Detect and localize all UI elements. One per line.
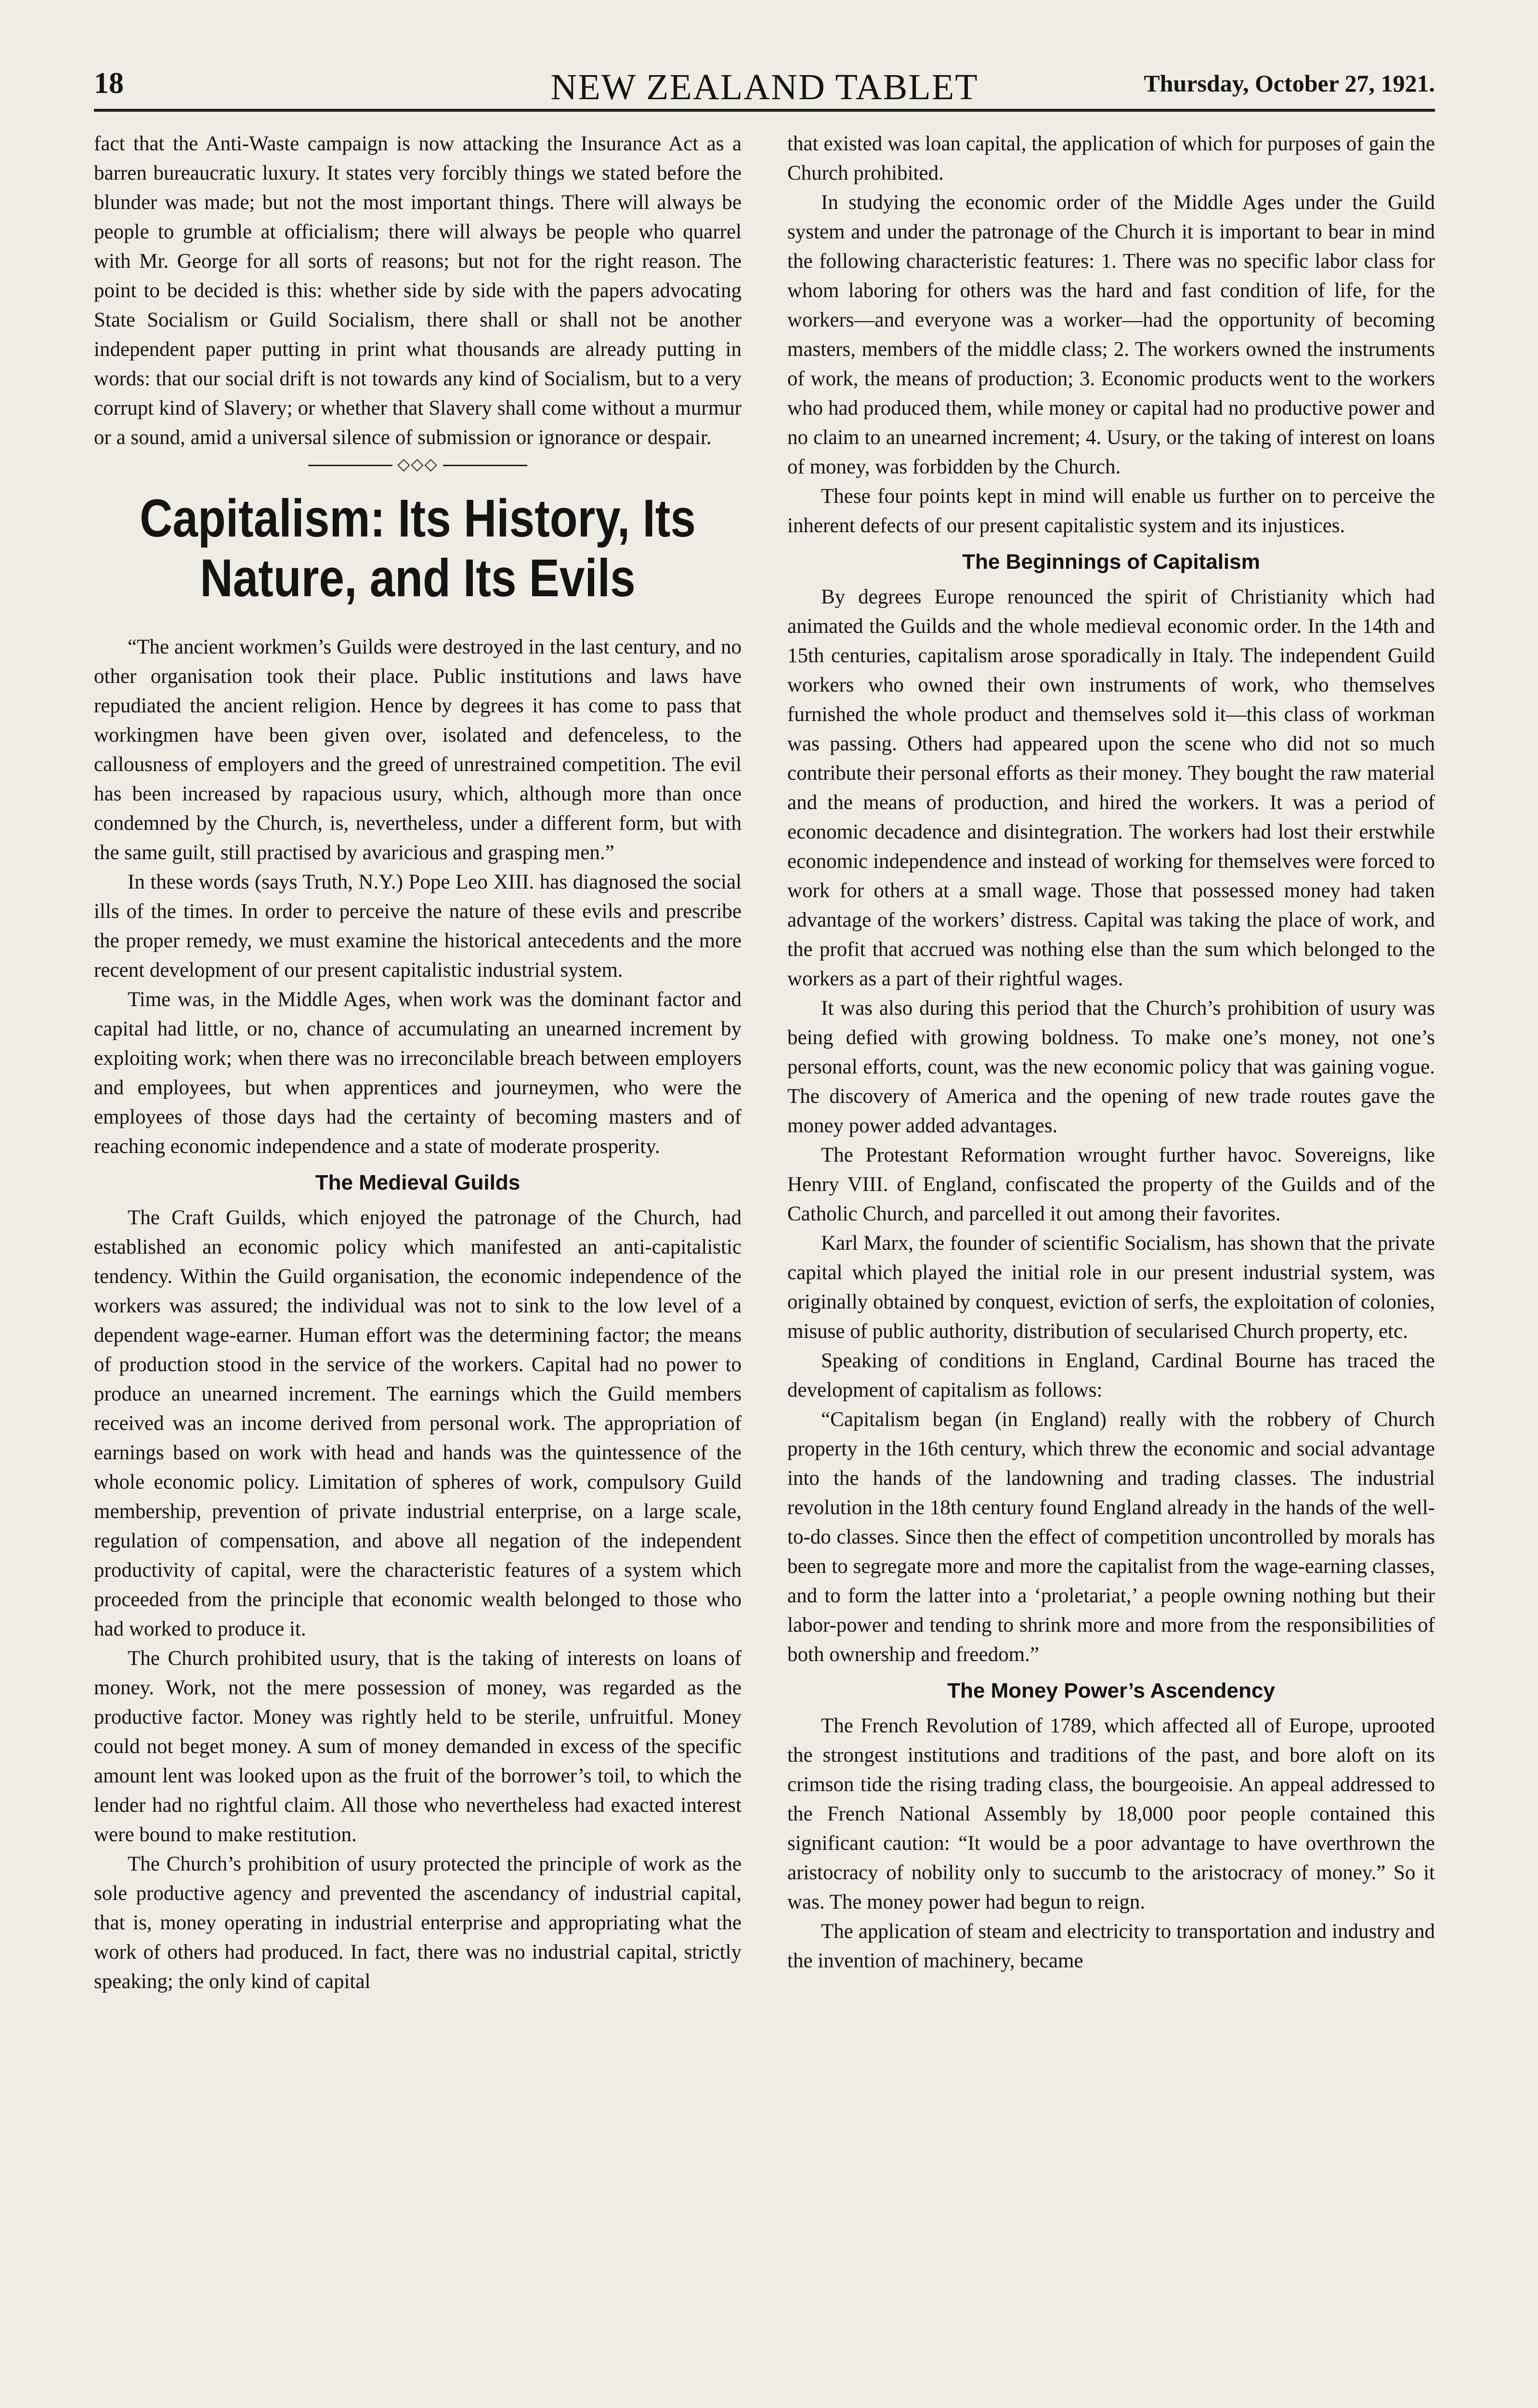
article-paragraph: The application of steam and electricity to transportation and industry and the invention of machinery, became [787, 1920, 1435, 1972]
article-paragraph: The Craft Guilds, which enjoyed the patronage of the Church, had established an economic policy which manifested an anti-capitalistic tendency. Within the Guild organisation, the economic independence of the workers was assured; the individual was not to sink to the low level of a dependent wage-earner. Human effort was the determining factor; the means of production stood in the service of the workers. Capital had no power to produce an unearned increment. The earnings which the Guild members received was an income derived from personal work. The appropriation of earnings based on work with head and hands was the quintessence of the whole economic policy. Limitation of spheres of work, compulsory Guild membership, prevention of private industrial enterprise, on a large scale, regulation of compensation, and above all negation of the independent productivity of capital, were the characteristic features of a system which proceeded from the principle that economic wealth belonged to those who had worked to produce it. [94, 1206, 742, 1640]
masthead-rule [94, 109, 1435, 112]
section-separator [94, 452, 742, 477]
intro-paragraph: fact that the Anti-Waste campaign is now attacking the Insurance Act as a barren bureaucratic luxury. It states very forcibly things we stated before the blunder was made; but not the most important things. There will always be people to grumble at officialism; there will always be people who quarrel with Mr. George for all sorts of reasons; but not for the right reason. The point to be decided is this: whether side by side with the papers advocating State Socialism or Guild Socialism, there shall or shall not be another independent paper putting in print what thousands are already putting in words: that our social drift is not towards any kind of Socialism, but to a very corrupt kind of Slavery; or whether that Slavery shall come without a murmur or a sound, amid a universal silence of submission or ignorance or despair. [94, 132, 742, 449]
subheading-money-power: The Money Power’s Ascendency [947, 1679, 1275, 1702]
article-paragraph: These four points kept in mind will enable us further on to perceive the inherent defects of our present capitalistic system and its injustices. [787, 485, 1435, 537]
headline-line: Nature, and Its Evils [200, 549, 636, 608]
article-paragraph: Speaking of conditions in England, Cardinal Bourne has traced the development of capitalism as follows: [787, 1349, 1435, 1401]
masthead [94, 66, 1435, 110]
article-paragraph: that existed was loan capital, the application of which for purposes of gain the Church prohibited. [787, 132, 1435, 184]
article-paragraph: The French Revolution of 1789, which affected all of Europe, uprooted the strongest institutions and traditions of the past, and bore aloft on its crimson tide the rising trading class, the bourgeoisie. An appeal addressed to the French National Assembly by 18,000 poor people contained this significant caution: “It would be a poor advantage to have overthrown the aristocracy of nobility only to succumb to the aristocracy of money.” So it was. The money power had begun to reign. [787, 1714, 1435, 1913]
page-number: 18 [94, 67, 124, 100]
article-paragraph: In studying the economic order of the Middle Ages under the Guild system and under the patronage of the Church it is important to bear in mind the following characteristic features: 1. There was no specific labor class for whom laboring for others was the hard and fast condition of life, for the workers—and everyone was a worker—had the opportunity of becoming masters, members of the middle class; 2. The workers owned the instruments of work, the means of production; 3. Economic products went to the workers who had produced them, while money or capital had no productive power and no claim to an unearned increment; 4. Usury, or the taking of interest on loans of money, was forbidden by the Church. [787, 191, 1435, 478]
article-paragraph: The Church prohibited usury, that is the taking of interests on loans of money. Work, not the mere possession of money, was regarded as the productive factor. Money was rightly held to be sterile, unfruitful. Money could not beget money. A sum of money demanded in excess of the specific amount lent was looked upon as the fruit of the borrower’s toil, to which the lender had no rightful claim. All those who nevertheless had exacted interest were bound to make restitution. [94, 1647, 742, 1846]
separator-ornament: ◇◇◇ [392, 456, 443, 473]
headline-line: Capitalism: Its History, Its [140, 489, 696, 548]
publication-title: NEW ZEALAND TABLET [550, 67, 978, 107]
left-column [94, 129, 742, 1996]
article-paragraph: In these words (says Truth, N.Y.) Pope Leo XIII. has diagnosed the social ills of the times. In order to perceive the nature of these evils and prescribe the proper remedy, we must examine the historical antecedents and the more recent development of our present capitalistic industrial system. [94, 871, 742, 982]
article-paragraph: The Church’s prohibition of usury protected the principle of work as the sole productive agency and prevented the ascendancy of industrial capital, that is, money operating in industrial enterprise and appropriating what the work of others had produced. In fact, there was no industrial capital, strictly speaking; the only kind of capital [94, 1853, 742, 1993]
article-paragraph: By degrees Europe renounced the spirit of Christianity which had animated the Guilds and the whole medieval economic order. In the 14th and 15th centuries, capitalism arose sporadically in Italy. The independent Guild workers who owned their own instruments of work, who themselves furnished the whole product and themselves sold it—this class of workman was passing. Others had appeared upon the scene who did not so much contribute their personal efforts as their money. They bought the raw material and the means of production, and hired the workers. It was a period of economic decadence and disintegration. The workers had lost their erstwhile economic independence and instead of working for themselves were forced to work for others at a small wage. Those that possessed money had taken advantage of the workers’ distress. Capital was taking the place of work, and the profit that accrued was nothing else than the sum which belonged to the workers as a part of their rightful wages. [787, 586, 1435, 990]
right-column [787, 129, 1435, 1976]
article-paragraph: Time was, in the Middle Ages, when work was the dominant factor and capital had little, or no, chance of accumulating an unearned increment by exploiting work; when there was no irreconcilable breach between employers and employees, but when apprentices and journeymen, who were the employees of those days had the certainty of becoming masters and of reaching economic independence and a state of moderate prosperity. [94, 988, 742, 1158]
article-paragraph: “The ancient workmen’s Guilds were destroyed in the last century, and no other organisation took their place. Public institutions and laws have repudiated the ancient religion. Hence by degrees it has come to pass that workingmen have been given over, isolated and defenceless, to the callousness of employers and the greed of unrestrained competition. The evil has been increased by rapacious usury, which, although more than once condemned by the Church, is, nevertheless, under a different form, but with the same guilt, still practised by avaricious and grasping men.” [94, 636, 742, 864]
subheading-beginnings: The Beginnings of Capitalism [962, 550, 1260, 574]
article-paragraph: Karl Marx, the founder of scientific Socialism, has shown that the private capital which played the initial role in our present industrial system, was originally obtained by conquest, eviction of serfs, the exploitation of colonies, misuse of public authority, distribution of secularised Church property, etc. [787, 1232, 1435, 1343]
issue-date: Thursday, October 27, 1921. [1144, 70, 1435, 97]
article-headline [139, 489, 696, 608]
article-paragraph: It was also during this period that the Church’s prohibition of usury was being defied with growing boldness. To make one’s money, not one’s personal efforts, count, was the new economic policy that was gaining vogue. The discovery of America and the opening of new trade routes gave the money power added advantages. [787, 997, 1435, 1137]
article-paragraph: The Protestant Reformation wrought further havoc. Sovereigns, like Henry VIII. of England, confiscated the property of the Guilds and of the Catholic Church, and parcelled it out among their favorites. [787, 1144, 1435, 1225]
quoted-paragraph: “Capitalism began (in England) really with the robbery of Church property in the 16th century, which threw the economic and social advantage into the hands of the landowning and trading classes. The industrial revolution in the 18th century found England already in the hands of the well-to-do classes. Since then the effect of competition uncontrolled by morals has been to segregate more and more the capitalist from the wage-earning classes, and to form the latter into a ‘proletariat,’ a people owning nothing but their labor-power and tending to shrink more and more from the responsibilities of both ownership and freedom.” [787, 1408, 1435, 1666]
subheading-medieval-guilds: The Medieval Guilds [315, 1171, 521, 1194]
